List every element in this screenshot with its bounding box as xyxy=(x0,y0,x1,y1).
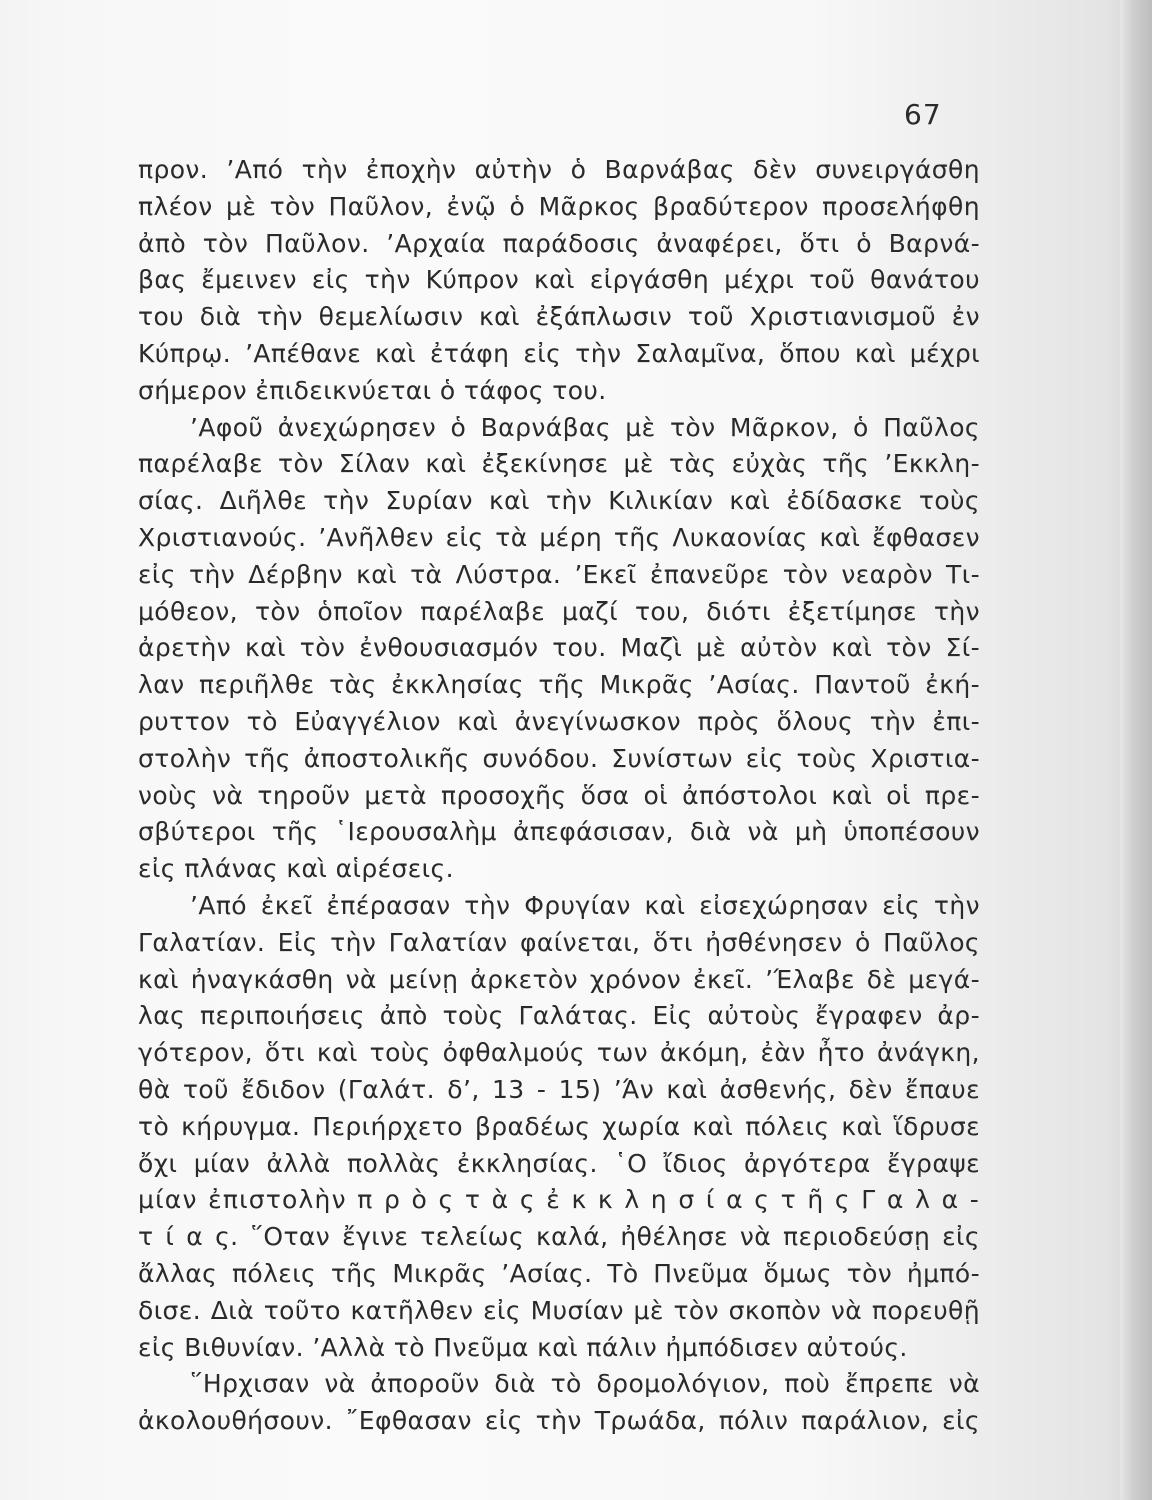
text-line: ὄχι μίαν ἀλλὰ πολλὰς ἐκκλησίας. ῾Ο ἴδιος ἀργότερα ἔγραψε xyxy=(138,1148,980,1178)
page-binding-shadow xyxy=(1120,0,1152,1500)
text-line: σήμερον ἐπιδεικνύεται ὁ τάφος του. xyxy=(138,375,607,405)
text-line: ἀρετὴν καὶ τὸν ἐνθουσιασμόν του. Μαζὶ μὲ αὐτὸν καὶ τὸν Σί- xyxy=(138,633,980,663)
text-line: ἄλλας πόλεις τῆς Μικρᾶς ’Ασίας. Τὸ Πνεῦμα ὅμως τὸν ἠμπό- xyxy=(138,1258,980,1288)
text-line: λας περιποιήσεις ἀπὸ τοὺς Γαλάτας. Εἰς αὐτοὺς ἔγραφεν ἀρ- xyxy=(138,1001,980,1031)
text-line: σίας. Διῆλθε τὴν Συρίαν καὶ τὴν Κιλικίαν καὶ ἐδίδασκε τοὺς xyxy=(138,486,980,516)
text-line: καὶ ἠναγκάσθη νὰ μείνῃ ἀρκετὸν χρόνον ἐκεῖ. ’Έλαβε δὲ μεγά- xyxy=(138,964,980,994)
text-line: μίαν ἐπιστολὴν π ρ ὸ ς τ ὰ ς ἐ κ κ λ η σ ί α ς τ ῆ ς Γ α λ α - xyxy=(138,1185,980,1215)
text-line: δισε. Διὰ τοῦτο κατῆλθεν εἰς Μυσίαν μὲ τὸν σκοπὸν νὰ πορευθῇ xyxy=(138,1295,980,1325)
text-line: θὰ τοῦ ἔδιδον (Γαλάτ. δ’, 13 - 15) ’Άν καὶ ἀσθενής, δὲν ἔπαυε xyxy=(138,1074,980,1104)
text-line: του διὰ τὴν θεμελίωσιν καὶ ἐξάπλωσιν τοῦ Χριστιανισμοῦ ἐν xyxy=(138,302,980,332)
text-line: γότερον, ὅτι καὶ τοὺς ὀφθαλμούς των ἀκόμη, ἐὰν ἦτο ἀνάγκη, xyxy=(138,1038,980,1068)
text-line: εἰς τὴν Δέρβην καὶ τὰ Λύστρα. ’Εκεῖ ἐπανεῦρε τὸν νεαρὸν Τι- xyxy=(138,559,980,589)
text-line: μόθεον, τὸν ὁποῖον παρέλαβε μαζί του, διότι ἐξετίμησε τὴν xyxy=(138,596,980,626)
text-line: τ ί α ς. ῞Οταν ἔγινε τελείως καλά, ἠθέλησε νὰ περιοδεύσῃ εἰς xyxy=(138,1222,980,1252)
text-line: εἰς πλάνας καὶ αἱρέσεις. xyxy=(138,854,454,884)
text-line: ῞Ηρχισαν νὰ ἀποροῦν διὰ τὸ δρομολόγιον, ποὺ ἔπρεπε νὰ xyxy=(190,1369,980,1399)
text-line: παρέλαβε τὸν Σίλαν καὶ ἐξεκίνησε μὲ τὰς εὐχὰς τῆς ’Εκκλη- xyxy=(138,449,980,479)
text-line: Κύπρῳ. ’Απέθανε καὶ ἐτάφη εἰς τὴν Σαλαμῖνα, ὅπου καὶ μέχρι xyxy=(138,338,980,368)
text-line: στολὴν τῆς ἀποστολικῆς συνόδου. Συνίστων εἰς τοὺς Χριστια- xyxy=(138,743,980,773)
text-line: ρυττον τὸ Εὐαγγέλιον καὶ ἀνεγίνωσκον πρὸς ὅλους τὴν ἐπι- xyxy=(138,706,980,736)
text-line: ’Από ἐκεῖ ἐπέρασαν τὴν Φρυγίαν καὶ εἰσεχώρησαν εἰς τὴν xyxy=(190,890,980,920)
text-line: ἀπὸ τὸν Παῦλον. ’Αρχαία παράδοσις ἀναφέρει, ὅτι ὁ Βαρνά- xyxy=(138,228,980,258)
text-line: ’Αφοῦ ἀνεχώρησεν ὁ Βαρνάβας μὲ τὸν Μᾶρκον, ὁ Παῦλος xyxy=(190,412,980,442)
text-line: σβύτεροι τῆς ῾Ιερουσαλὴμ ἀπεφάσισαν, διὰ νὰ μὴ ὑποπέσουν xyxy=(138,817,980,847)
text-line: προν. ’Από τὴν ἐποχὴν αὐτὴν ὁ Βαρνάβας δὲν συνειργάσθη xyxy=(138,155,980,184)
text-line: Γαλατίαν. Εἰς τὴν Γαλατίαν φαίνεται, ὅτι ἠσθένησεν ὁ Παῦλος xyxy=(138,927,980,957)
page-number: 67 xyxy=(904,98,942,131)
text-line: νοὺς νὰ τηροῦν μετὰ προσοχῆς ὅσα οἱ ἀπόστολοι καὶ οἱ πρε- xyxy=(138,780,980,810)
body-text xyxy=(138,152,980,1440)
text-line: ἀκολουθήσουν. ῎Εφθασαν εἰς τὴν Τρωάδα, πόλιν παράλιον, εἰς xyxy=(138,1406,980,1436)
text-line: Χριστιανούς. ’Ανῆλθεν εἰς τὰ μέρη τῆς Λυκαονίας καὶ ἔφθασεν xyxy=(138,522,980,552)
text-line: πλέον μὲ τὸν Παῦλον, ἐνῷ ὁ Μᾶρκος βραδύτερον προσελήφθη xyxy=(138,191,980,221)
text-line: λαν περιῆλθε τὰς ἐκκλησίας τῆς Μικρᾶς ’Ασίας. Παντοῦ ἐκή- xyxy=(138,670,980,700)
text-line: εἰς Βιθυνίαν. ’Αλλὰ τὸ Πνεῦμα καὶ πάλιν ἠμπόδισεν αὐτούς. xyxy=(138,1332,908,1362)
text-line: τὸ κήρυγμα. Περιήρχετο βραδέως χωρία καὶ πόλεις καὶ ἵδρυσε xyxy=(138,1111,980,1141)
text-line: βας ἔμεινεν εἰς τὴν Κύπρον καὶ εἰργάσθη μέχρι τοῦ θανάτου xyxy=(138,265,980,295)
